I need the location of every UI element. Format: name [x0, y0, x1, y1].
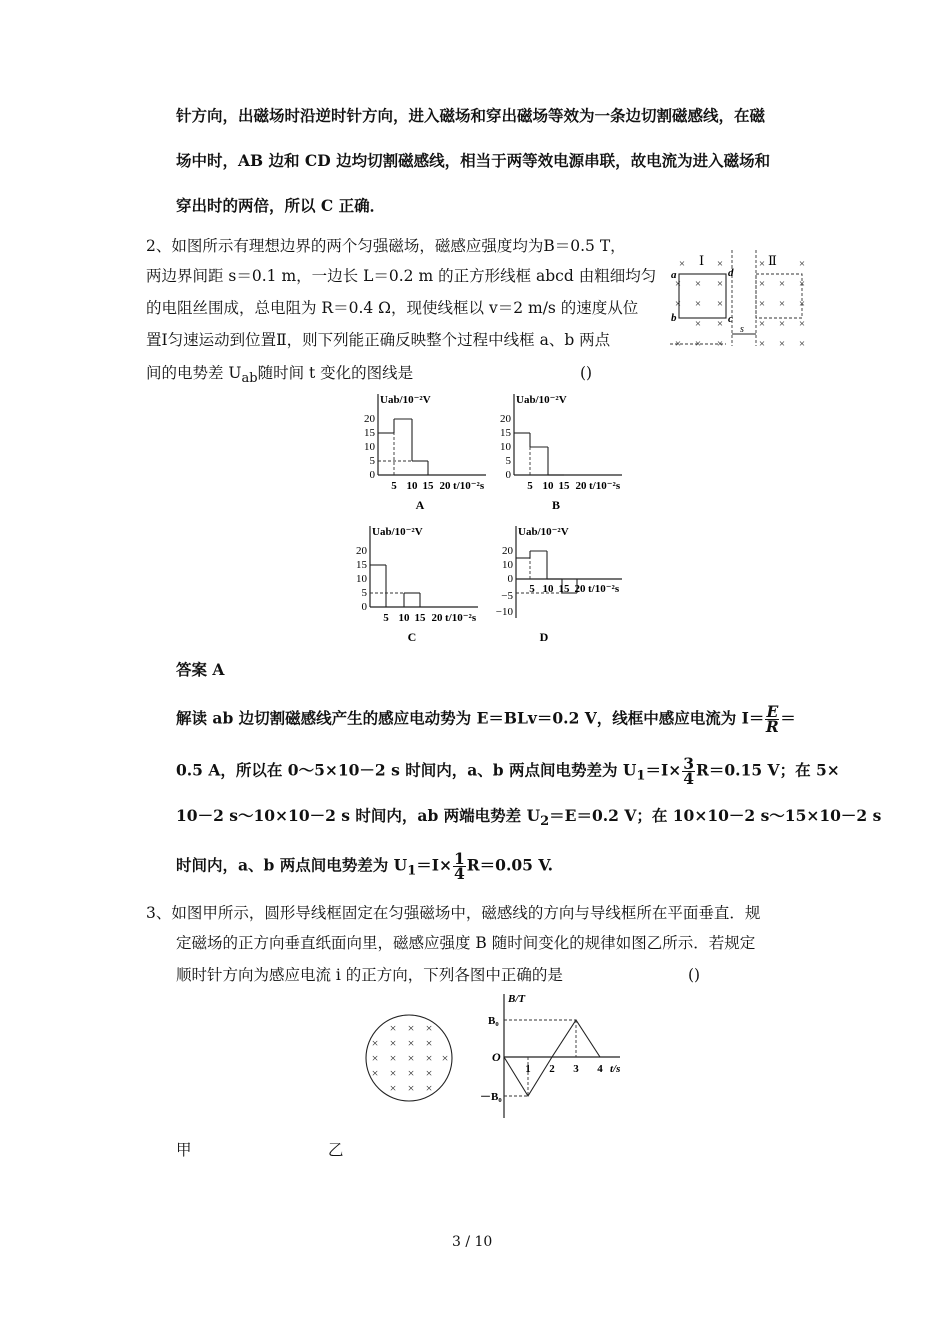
cross: × [407, 1081, 415, 1095]
xtick: 20 [574, 583, 586, 595]
y-ticks [500, 413, 512, 481]
x-ticks [527, 480, 587, 492]
subscript: 1 [407, 863, 417, 879]
x-axis-label: t/s [610, 1063, 621, 1075]
xtick: 10 [406, 480, 418, 492]
fraction-denominator: 4 [454, 864, 465, 883]
x-ticks [391, 480, 451, 492]
graph-c [350, 522, 490, 642]
b-field-curve [504, 1020, 600, 1096]
q2-answer: 答案 A [176, 660, 225, 679]
ytick: 10 [500, 441, 511, 453]
ytick: 10 [502, 559, 513, 571]
fraction-denominator: R [765, 717, 779, 736]
corner-b: b [671, 312, 677, 324]
cross: × [694, 338, 702, 350]
cross: × [371, 1051, 379, 1065]
cross: × [778, 318, 786, 330]
cross: × [798, 338, 806, 350]
prev-solution-line-2: 场中时，AB 边和 CD 边均切割磁感线，相当于两等效电源串联，故电流为进入磁场和 [176, 151, 771, 170]
ytick: −5 [501, 590, 513, 602]
cross: × [407, 1051, 415, 1065]
graph-d-label: D [539, 630, 549, 642]
ytick: 10 [356, 573, 367, 585]
ytick: 20 [364, 413, 375, 425]
xtick: 15 [558, 480, 570, 492]
xtick: 20 [439, 480, 451, 492]
cross: × [425, 1036, 433, 1050]
x-axis-label: t/10⁻²s [589, 480, 621, 492]
q3-line-1: 3、如图甲所示，圆形导线框固定在匀强磁场中，磁感线的方向与导线框所在平面垂直．规 [146, 904, 761, 922]
cross: × [758, 318, 766, 330]
q2-line-1: 2、如图所示有理想边界的两个匀强磁场，磁感应强度均为B＝0.5 T， [146, 237, 626, 255]
cross: × [389, 1066, 397, 1080]
ytick: 0 [505, 469, 511, 481]
x-axis-label: t/10⁻²s [453, 480, 485, 492]
cross: × [678, 258, 686, 270]
fraction-three-quarters [682, 754, 695, 788]
x-axis-label: t/10⁻²s [588, 583, 620, 595]
field-crosses [372, 1021, 449, 1095]
cross: × [425, 1021, 433, 1035]
y-ticks [356, 545, 368, 613]
graph-b-label: B [551, 498, 561, 510]
fraction-e-over-r [765, 702, 779, 736]
region-2-label: Ⅱ [768, 253, 777, 268]
figure-label-jia: 甲 [176, 1141, 192, 1159]
cross: × [371, 1066, 379, 1080]
graph-a-label: A [415, 498, 425, 510]
solution-text: ＝E＝0.2 V；在 10×10－2 s～15×10－2 s [549, 806, 882, 825]
subscript: 1 [636, 768, 646, 784]
page-number: 3 / 10 [452, 1234, 493, 1250]
ytick: 15 [364, 427, 375, 439]
ytick: −10 [495, 606, 513, 618]
q3-circle-figure [360, 1010, 460, 1106]
xtick: 4 [597, 1063, 603, 1075]
y-axis-label: B/T [508, 993, 526, 1005]
cross: × [674, 298, 682, 310]
cross: × [407, 1021, 415, 1035]
figure-label-yi: 乙 [328, 1141, 344, 1159]
cross: × [371, 1036, 379, 1050]
solution-text: 0.5 A，所以在 0～5×10－2 s 时间内，a、b 两点间电势差为 U [176, 760, 637, 780]
x-ticks [383, 612, 443, 624]
region2-crosses [759, 258, 805, 350]
origin-label: O [492, 1050, 501, 1064]
y-axis-label: Uab/10⁻²V [372, 526, 423, 538]
ytick: 5 [361, 587, 367, 599]
cross: × [798, 318, 806, 330]
fraction-numerator: 3 [683, 754, 695, 773]
ytick: 20 [502, 545, 513, 557]
solution-text: 解读 ab 边切割磁感线产生的感应电动势为 E＝BLv＝0.2 V，线框中感应电流为 I＝ [176, 708, 765, 728]
corner-a: a [671, 269, 677, 281]
solution-text: R＝0.05 V. [466, 855, 554, 875]
y-axis-label: Uab/10⁻²V [518, 526, 569, 538]
q3-line-2: 定磁场的正方向垂直纸面向里，磁感应强度 B 随时间变化的规律如图乙所示．若规定 [176, 934, 756, 952]
cross: × [407, 1036, 415, 1050]
xtick: 5 [391, 480, 397, 492]
gap-label: s [740, 324, 744, 335]
cross: × [389, 1051, 397, 1065]
region1-crosses [675, 258, 723, 350]
q2-line-5-rest: 随时间 t 变化的图线是 [257, 364, 414, 382]
q2-line-5 [146, 363, 413, 389]
b0-label: B₀ [488, 1015, 499, 1027]
cross: × [425, 1066, 433, 1080]
cross: × [758, 338, 766, 350]
cross: × [441, 1051, 449, 1065]
cross: × [716, 318, 724, 330]
x-ticks [525, 1063, 603, 1075]
cross: × [716, 338, 724, 350]
ytick: 0 [361, 601, 367, 613]
y-ticks [364, 413, 376, 481]
cross: × [778, 338, 786, 350]
prev-solution-line-3: 穿出时的两倍，所以 C 正确． [176, 196, 386, 215]
ytick: 20 [500, 413, 511, 425]
cross: × [798, 278, 806, 290]
solution-text: 时间内，a、b 两点间电势差为 U [176, 855, 408, 875]
xtick: 10 [542, 583, 554, 595]
fraction-numerator: E [766, 702, 779, 721]
x-axis-label: t/10⁻²s [445, 612, 477, 624]
cross: × [758, 278, 766, 290]
cross: × [798, 298, 806, 310]
xtick: 10 [398, 612, 410, 624]
solution-text: 10－2 s～10×10－2 s 时间内，ab 两端电势差 U [176, 806, 541, 825]
q2-solution-line-2 [176, 754, 840, 788]
xtick: 2 [549, 1063, 555, 1075]
solution-text: R＝0.15 V；在 5× [696, 760, 840, 780]
cross: × [758, 298, 766, 310]
ytick: 10 [364, 441, 375, 453]
y-axis-label: Uab/10⁻²V [516, 394, 567, 406]
cross: × [389, 1081, 397, 1095]
q2-line-3: 的电阻丝围成，总电阻为 R＝0.4 Ω，现使线框以 v＝2 m/s 的速度从位 [146, 299, 639, 317]
fraction-denominator: 4 [683, 769, 695, 788]
corner-c: c [728, 313, 733, 325]
xtick: 10 [542, 480, 554, 492]
xtick: 1 [525, 1063, 531, 1075]
xtick: 15 [558, 583, 570, 595]
q2-solution-line-4 [176, 849, 554, 883]
corner-d: d [728, 267, 734, 279]
cross: × [389, 1021, 397, 1035]
cross: × [694, 278, 702, 290]
graph-d [480, 522, 630, 642]
fraction-numerator: 1 [454, 849, 465, 868]
cross: × [758, 258, 766, 270]
cross: × [425, 1081, 433, 1095]
cross: × [798, 258, 806, 270]
cross: × [674, 278, 682, 290]
graph-b [494, 390, 634, 510]
fraction-one-quarter [453, 849, 466, 883]
cross: × [694, 318, 702, 330]
q2-uab-subscript: ab [241, 371, 258, 387]
subscript: 2 [540, 814, 550, 830]
xtick: 5 [529, 583, 535, 595]
cross: × [778, 298, 786, 310]
ytick: 15 [500, 427, 511, 439]
solution-text: ＝I× [416, 855, 452, 875]
ytick: 5 [505, 455, 511, 467]
q2-line-2: 两边界间距 s＝0.1 m，一边长 L＝0.2 m 的正方形线框 abcd 由粗细均匀 [146, 267, 657, 285]
solution-text: ＝I× [645, 760, 682, 780]
q2-line-4: 置Ⅰ匀速运动到位置Ⅱ，则下列能正确反映整个过程中线框 a、b 两点 [146, 331, 611, 349]
ytick: 5 [369, 455, 375, 467]
xtick: 5 [383, 612, 389, 624]
q3-answer-paren: () [688, 966, 701, 984]
xtick: 15 [414, 612, 426, 624]
q3-line-3: 顺时针方向为感应电流 i 的正方向，下列各图中正确的是 [176, 966, 563, 984]
cross: × [716, 278, 724, 290]
y-ticks [496, 545, 514, 618]
graph-c-label: C [407, 630, 417, 642]
cross: × [389, 1036, 397, 1050]
ytick: 0 [507, 573, 513, 585]
graph-a [358, 390, 498, 510]
cross: × [694, 298, 702, 310]
ytick: 0 [369, 469, 375, 481]
ytick: 20 [356, 545, 367, 557]
prev-solution-line-1: 针方向，出磁场时沿逆时针方向，进入磁场和穿出磁场等效为一条边切割磁感线，在磁 [176, 106, 766, 125]
xtick: 20 [431, 612, 443, 624]
cross: × [425, 1051, 433, 1065]
cross: × [778, 278, 786, 290]
y-axis-label: Uab/10⁻²V [380, 394, 431, 406]
q3-bt-graph [470, 990, 640, 1122]
neg-b0-label: －B₀ [480, 1091, 502, 1103]
q2-field-figure [668, 246, 818, 352]
region-1-label: Ⅰ [699, 253, 705, 268]
q2-solution-line-3 [176, 806, 881, 832]
xtick: 15 [422, 480, 434, 492]
q2-solution-line-1 [176, 702, 796, 736]
solution-text: ＝ [780, 708, 796, 728]
q2-line-5-text: 间的电势差 U [146, 364, 242, 382]
xtick: 5 [527, 480, 533, 492]
q2-answer-paren: () [580, 364, 593, 382]
ytick: 15 [356, 559, 367, 571]
cross: × [674, 338, 682, 350]
cross: × [716, 298, 724, 310]
cross: × [407, 1066, 415, 1080]
xtick: 20 [575, 480, 587, 492]
xtick: 3 [573, 1063, 579, 1075]
cross: × [716, 258, 724, 270]
